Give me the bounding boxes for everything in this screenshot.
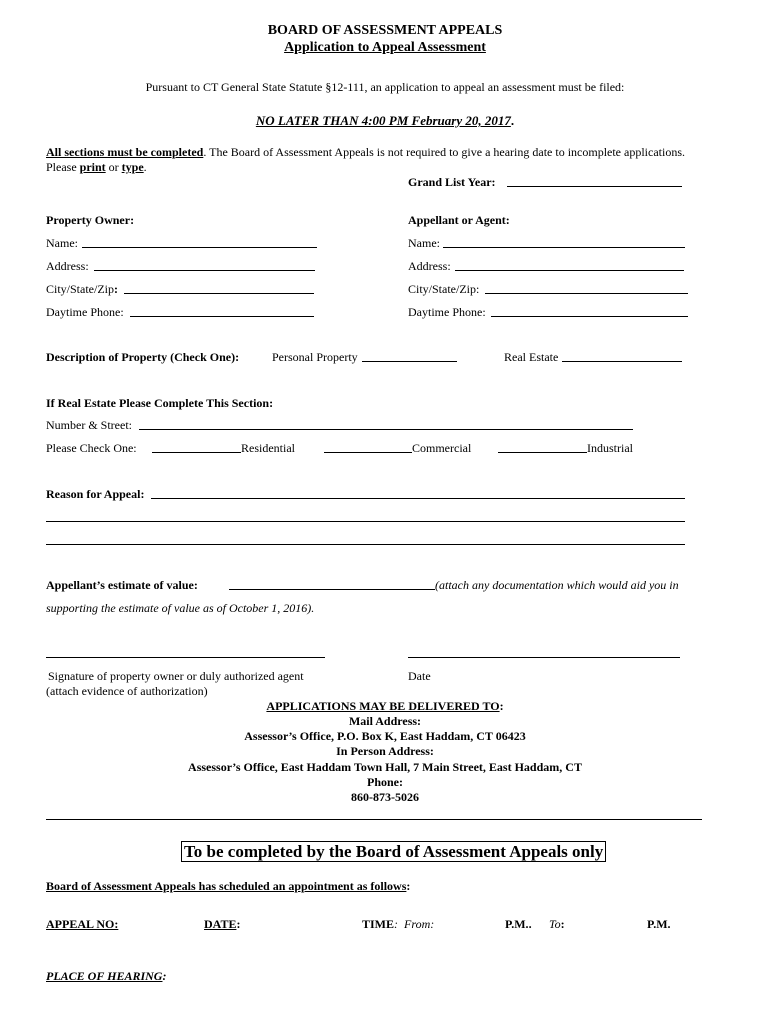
owner-city-field[interactable] bbox=[124, 293, 314, 294]
estimate-note-1: (attach any documentation which would aid you in bbox=[435, 578, 679, 592]
agent-name-field[interactable] bbox=[443, 247, 685, 248]
date-field[interactable] bbox=[408, 657, 680, 658]
owner-phone-label: Daytime Phone: bbox=[46, 305, 124, 319]
time-text: TIME bbox=[362, 917, 395, 931]
reason-field-line-1[interactable] bbox=[151, 498, 685, 499]
pm-to-label: P.M. bbox=[647, 917, 671, 931]
estimate-field[interactable] bbox=[229, 589, 435, 590]
personal-property-label: Personal Property bbox=[272, 350, 358, 364]
pm-from-text: P.M. bbox=[505, 917, 529, 931]
description-label: Description of Property (Check One): bbox=[46, 350, 240, 364]
to-colon: : bbox=[560, 917, 565, 931]
or-text: or bbox=[105, 160, 122, 174]
time-colon: : bbox=[394, 917, 399, 931]
number-street-label: Number & Street: bbox=[46, 418, 132, 432]
date-slot-colon: : bbox=[236, 917, 241, 931]
estimate-label: Appellant’s estimate of value: bbox=[46, 578, 198, 592]
type-text: type bbox=[121, 160, 144, 174]
owner-name-field[interactable] bbox=[82, 247, 317, 248]
deadline-period: . bbox=[510, 113, 515, 128]
appeal-no-label: APPEAL NO: bbox=[46, 917, 119, 931]
in-person-address: Assessor’s Office, East Haddam Town Hall, 7 Main Street, East Haddam, CT bbox=[188, 760, 582, 774]
owner-address-label: Address: bbox=[46, 259, 89, 273]
board-section-title bbox=[181, 842, 606, 862]
deadline-text: NO LATER THAN 4:00 PM February 20, 2017 bbox=[255, 113, 511, 128]
agent-name-label: Name: bbox=[408, 236, 440, 250]
personal-property-check[interactable] bbox=[362, 361, 457, 362]
industrial-check[interactable] bbox=[498, 452, 587, 453]
phone-label: Phone: bbox=[367, 775, 403, 789]
place-of-hearing-text: PLACE OF HEARING bbox=[46, 969, 163, 983]
form-subtitle: Application to Appeal Assessment bbox=[284, 40, 486, 55]
agent-phone-field[interactable] bbox=[491, 316, 688, 317]
check-one-label: Please Check One: bbox=[46, 441, 137, 455]
instructions-line-1 bbox=[46, 145, 685, 159]
delivery-heading-colon: : bbox=[499, 699, 504, 713]
from-text: From: bbox=[398, 917, 435, 931]
please-text: Please bbox=[46, 160, 80, 174]
place-of-hearing-label bbox=[46, 969, 166, 983]
real-estate-label: Real Estate bbox=[504, 350, 559, 364]
industrial-label: Industrial bbox=[587, 441, 633, 455]
owner-city-text: City/State/Zip bbox=[46, 282, 114, 296]
signature-sublabel: (attach evidence of authorization) bbox=[46, 684, 208, 698]
mail-address-label: Mail Address: bbox=[348, 714, 422, 728]
scheduled-colon: : bbox=[406, 879, 411, 893]
end-text: . bbox=[143, 160, 147, 174]
commercial-check[interactable] bbox=[324, 452, 412, 453]
agent-heading: Appellant or Agent: bbox=[408, 213, 510, 227]
agent-address-field[interactable] bbox=[455, 270, 684, 271]
reason-label: Reason for Appeal: bbox=[46, 487, 145, 501]
reason-field-line-3[interactable] bbox=[46, 544, 685, 545]
in-person-label: In Person Address: bbox=[336, 744, 434, 758]
date-slot-text: DATE bbox=[204, 917, 237, 931]
scheduled-text bbox=[46, 879, 410, 893]
agent-address-label: Address: bbox=[408, 259, 451, 273]
all-sections-text: All sections must be completed bbox=[46, 145, 204, 159]
section-divider bbox=[46, 819, 702, 820]
time-label bbox=[362, 917, 434, 931]
estimate-note-2: supporting the estimate of value as of October 1, 2016). bbox=[46, 601, 315, 615]
residential-label: Residential bbox=[241, 441, 295, 455]
owner-city-colon: : bbox=[114, 282, 118, 296]
mail-address: Assessor’s Office, P.O. Box K, East Haddam, CT 06423 bbox=[244, 729, 526, 743]
pm-from-punct: . bbox=[528, 917, 532, 931]
to-label bbox=[549, 917, 565, 931]
owner-city-label bbox=[46, 282, 118, 296]
signature-field[interactable] bbox=[46, 657, 325, 658]
delivery-heading bbox=[0, 699, 770, 713]
instructions-rest: . The Board of Assessment Appeals is not required to give a hearing date to incomplete applications. bbox=[203, 145, 685, 159]
date-label: Date bbox=[408, 669, 431, 683]
owner-address-field[interactable] bbox=[94, 270, 315, 271]
scheduled-text-underlined: Board of Assessment Appeals has scheduled an appointment as follows bbox=[46, 879, 407, 893]
board-section-title-box: To be completed by the Board of Assessment Appeals only bbox=[181, 841, 606, 862]
agent-city-label: City/State/Zip: bbox=[408, 282, 480, 296]
owner-name-label: Name: bbox=[46, 236, 78, 250]
form-title: BOARD OF ASSESSMENT APPEALS bbox=[267, 23, 503, 38]
commercial-label: Commercial bbox=[412, 441, 472, 455]
place-of-hearing-colon: : bbox=[162, 969, 167, 983]
agent-phone-label: Daytime Phone: bbox=[408, 305, 486, 319]
deadline bbox=[0, 114, 770, 128]
print-text: print bbox=[79, 160, 106, 174]
residential-check[interactable] bbox=[152, 452, 241, 453]
agent-city-field[interactable] bbox=[485, 293, 688, 294]
grand-list-year-field[interactable] bbox=[507, 186, 682, 187]
instructions-line-2 bbox=[46, 160, 147, 174]
grand-list-year-label: Grand List Year: bbox=[408, 175, 496, 189]
number-street-field[interactable] bbox=[139, 429, 633, 430]
signature-label: Signature of property owner or duly authorized agent bbox=[48, 669, 304, 683]
real-estate-heading: If Real Estate Please Complete This Section: bbox=[46, 396, 274, 410]
pm-from-label bbox=[505, 917, 532, 931]
reason-field-line-2[interactable] bbox=[46, 521, 685, 522]
real-estate-check[interactable] bbox=[562, 361, 682, 362]
owner-phone-field[interactable] bbox=[130, 316, 314, 317]
date-slot-label bbox=[204, 917, 240, 931]
property-owner-heading: Property Owner: bbox=[46, 213, 135, 227]
statute-text: Pursuant to CT General State Statute §12-111, an application to appeal an assessment must be filed: bbox=[145, 80, 625, 94]
phone-number: 860-873-5026 bbox=[351, 790, 419, 804]
delivery-heading-text: APPLICATIONS MAY BE DELIVERED TO bbox=[266, 699, 500, 713]
to-text: To bbox=[549, 917, 561, 931]
